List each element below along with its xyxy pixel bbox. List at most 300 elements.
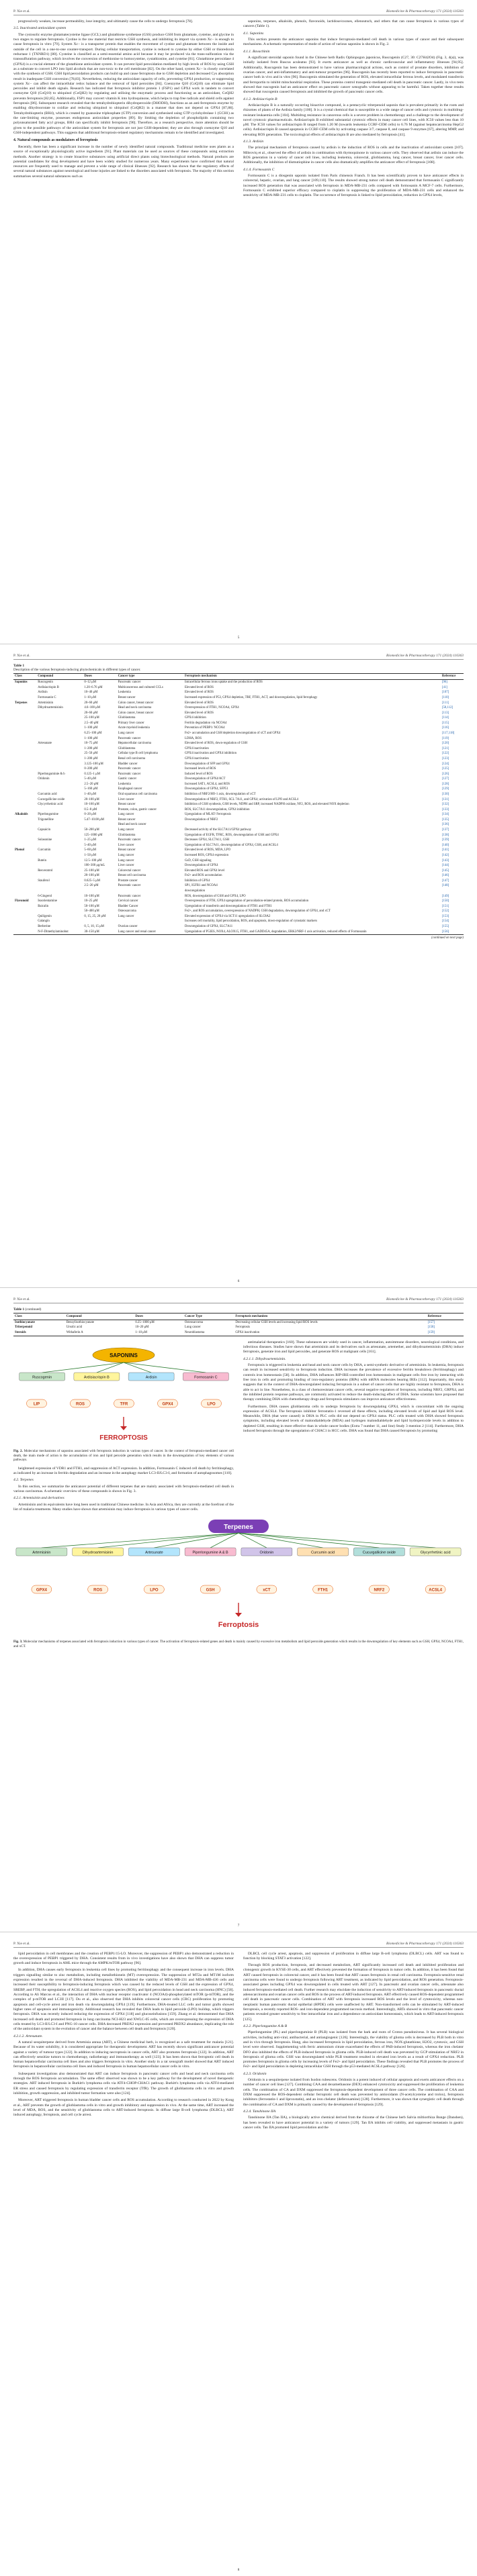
table-row xyxy=(13,833,464,838)
page1-right-column xyxy=(243,19,464,201)
table-cell: [155] xyxy=(441,925,449,929)
table-cell xyxy=(13,772,36,777)
table-cell xyxy=(13,920,36,925)
table-row xyxy=(13,843,464,848)
table-cell: [115] xyxy=(441,721,449,725)
table-row xyxy=(13,752,464,757)
table-cell xyxy=(36,752,83,757)
table-cell: Increased ROS, GPX4 expression xyxy=(184,853,228,857)
table-cell: Formosanin C xyxy=(38,696,56,700)
table-cell xyxy=(13,838,36,843)
table-row xyxy=(13,848,464,854)
section-heading: 4. Natural compounds as modulators of ferroptosis xyxy=(13,138,98,143)
table-row xyxy=(13,920,464,925)
table-cell: [147] xyxy=(441,879,449,883)
table-cell xyxy=(13,863,36,869)
table-cell xyxy=(36,884,83,889)
column-header: Ferroptosis mechanism xyxy=(234,1314,426,1320)
table-cell: 5–160 μM xyxy=(84,787,98,791)
table-cell xyxy=(13,705,36,711)
table-cell xyxy=(36,726,83,732)
table-cell: Trigonelline xyxy=(38,818,54,822)
table-cell xyxy=(13,782,36,787)
table-cell: Lung cancer xyxy=(118,828,134,832)
table-cell: 10–75 μM xyxy=(84,742,98,746)
page-1 xyxy=(0,0,477,644)
table-row xyxy=(13,818,464,823)
table-cell: 0.125–1 μM xyxy=(84,772,100,776)
branch-line xyxy=(238,1533,435,1548)
paragraph: A natural sesquiterpene derived from Artemisia annua (ART), a Chinese medicinal herb, is recognized as a safe treatment for malaria [121]. Because of its water solubility, it is considered appropriate for therapeutic development. ART has recently shown significant anticancer potential against a variety of tumour types [122]. In addition to inducing necroptosis in cancer cells, ART also promotes ferroptosis [122]. In addition, ART can effectively sensitize tumors to chemotherapy, radiotherapy and immunotherapy as well [123]. It has been shown that ferroptotic cell death in human hepatocellular carcinoma cell lines and also triggers ferroptosis in vitro. Another study in a rat xenograft model showed that ART induced ferroptosis in hepatocellular carcinoma cell lines and induced ferroptosis in human hepatocellular cancer cells in vitro. xyxy=(13,2040,234,2069)
table-cell: Leukemia xyxy=(118,782,131,786)
table-cell: [144] xyxy=(441,864,449,868)
table-cell: Phenol xyxy=(15,848,25,852)
table-row xyxy=(13,701,464,706)
table-cell xyxy=(13,756,36,762)
table-row xyxy=(13,741,464,746)
compound-label: Glycyrrhetinic acid xyxy=(420,1550,451,1555)
table-cell: Oridonin xyxy=(38,777,50,781)
table-cell: 20–60 μM xyxy=(84,701,98,705)
fig3-caption-label: Fig. 3. xyxy=(13,1640,23,1644)
page3-right-column xyxy=(243,1340,464,1515)
table-cell: Fe2+, and ROS accumulation, overexpression of NADPH, GSH degradation, downregulation of GPX4, and xCT xyxy=(184,909,331,913)
table-cell: Colorectal cancer xyxy=(118,869,141,873)
table-cell: Lung cancer xyxy=(118,732,134,736)
table-cell: Elevated level of ROS, down-regulation of GSH xyxy=(184,742,248,746)
table-cell xyxy=(13,685,36,691)
table-cell: GPX4 inhibition xyxy=(184,716,206,720)
table-cell: Head and neck cancer xyxy=(118,823,146,827)
paragraph: Formosanin C is a diosgenin saponin isolated from Paris chinensis Franch. It has been scientifically proven to have anticancer effects in colorectal, hepatic, ovarian, and lung cancer [109,110]. The results showed strong tumor cell death demonstrated that formosanin C significantly increased ROS generation that was associated with ferroptosis in MDA-MB-231 cells compared with formosanin A MCF-7 cells. Furthermore, Formosanin C exhibited superior efficacy compared to cisplatin in suppressing the proliferation of MDA-MB-231 cells and enhanced the sensitivity of MDA-MB-231 cells to cisplatin. The occurrence of ferroptosis is linked to lipid peroxidation, reduction in GPX4 levels, xyxy=(243,174,464,198)
compound-label: Artemisinin xyxy=(32,1550,51,1555)
table-row xyxy=(13,807,464,813)
table-cell xyxy=(13,833,36,838)
table-cell: Isoorientamine xyxy=(38,899,57,903)
table-cell: 5.47–10.08 μM xyxy=(84,818,104,822)
table-cell: [157] xyxy=(427,1320,435,1324)
table-cell: [138] xyxy=(441,833,449,837)
table-cell: Berberine xyxy=(38,925,51,929)
table-cell: 1–50 μM xyxy=(84,853,96,857)
table-row xyxy=(13,823,464,828)
table-row xyxy=(13,746,464,752)
table-row xyxy=(13,869,464,874)
table-cell xyxy=(36,711,83,716)
table-cell: 0.625–5 μM xyxy=(84,879,100,883)
table-cell xyxy=(13,762,36,767)
table-cell: Downregulation of GPX4 xyxy=(184,864,218,868)
table-cell: Increased levels of ROS xyxy=(184,767,216,771)
table-cell: 20–100 μM xyxy=(84,874,99,878)
table-cell: [146] xyxy=(441,874,449,878)
table-cell xyxy=(36,787,83,793)
table-cell: [132] xyxy=(441,803,449,807)
table-row xyxy=(13,1326,464,1331)
page4-left-column xyxy=(13,1952,234,2133)
compound-label: Ardisin xyxy=(145,1375,157,1380)
table-cell: ROS, SLC7A11 downregulation, GPX4 inhibition xyxy=(184,807,250,811)
table-cell: [148] xyxy=(441,884,449,888)
table-cell: Liver cancer xyxy=(118,864,134,868)
column-header: Doses xyxy=(134,1314,183,1320)
page-number: 5 xyxy=(237,635,240,640)
ferroptosis-table xyxy=(13,673,464,936)
paragraph: Ardisiacrispin B is a naturally occurring bioactive compound, is a pentacyclic triterpenoid saponin that is prevalent primarily in the roots and rhizomes of plants of the Ardisia family [100]. It is a crystal chemical that is susceptible to a wide range of cancer cells and cytotoxic in multidrug-resistant leukaemia cells [104]. Multidrug resistance in cancerous cells is a severe problem in chemotherapy and a challenge to the development of novel cytotoxic pharmaceuticals. Ardisiacrispin B exhibited substantial cytotoxic effects in many cancer cell lines, with IC50 values less than 10 μM. The IC50 values for ardisiacrispin B ranged from 1.20 M (towards leukemia CCRF-CEM cells) to 6.76 M (against hepatocarcinoma HepG2 cells). Ardisiacrispin B caused apoptosis in CCRF-CEM cells by activating caspase 3/7, caspase 8, and caspase 9 enzymes [67], altering MMP, and elevating ROS generation. The toxicological effects of ardisiacrispin B are also mediated by ferroptosis [41]. xyxy=(243,103,464,137)
table-cell: downregulation xyxy=(184,889,206,893)
ferroptosis-table-continued xyxy=(13,1313,464,1336)
table-cell: Glioblastoma xyxy=(118,833,136,837)
column-header: Cancer Type xyxy=(183,1314,234,1320)
table-cell: 6.25–100 μM xyxy=(84,732,102,736)
table-cell: [111] xyxy=(441,701,449,705)
table-cell xyxy=(36,766,83,772)
section-heading: 4.2.2. Piperlongumine A & B xyxy=(243,2024,288,2028)
table-cell: 12.5–100 μM xyxy=(84,858,102,862)
table-cell: Piperlongumine xyxy=(38,813,58,817)
table-cell: Ursolic acid xyxy=(66,1326,83,1330)
table-cell: [131] xyxy=(441,797,449,801)
table-cell: 25–100 μM xyxy=(84,716,99,720)
column-header: Reference xyxy=(441,673,464,680)
table-row xyxy=(13,873,464,879)
table-row xyxy=(13,879,464,884)
table-cell: [143] xyxy=(441,858,449,862)
table-cell xyxy=(13,884,36,889)
table-cell: Glycyrrhetinic acid xyxy=(38,803,63,807)
table-cell: 50–100 μM xyxy=(84,904,99,908)
table-cell: [114] xyxy=(441,716,449,720)
column-header: Reference xyxy=(427,1314,464,1320)
table-cell: Downregulation of NRF2 xyxy=(184,818,218,822)
fig2-result: FERROPTOSIS xyxy=(99,1434,148,1442)
table-cell xyxy=(13,741,36,746)
table-cell: Isothiocyanate xyxy=(15,1320,35,1324)
table-cell: [127] xyxy=(441,777,449,781)
table-cell xyxy=(117,920,183,925)
table-cell: 10–40 μM xyxy=(84,691,98,695)
table-cell xyxy=(13,736,36,742)
table-cell: [119] xyxy=(441,736,449,740)
paragraph: Oridonin is a sesquiterpene isolated from Isodon rubescens. Oridonin is a potent induced of cellular apoptosis and exerts anticancer effects on a number of cancer cell lines [127]. Combining CAA and dexamethasone (DEX) enhanced cytotoxicity and suppressed the proliferation of leukemia cells. The combination of CA and DXM suppressed the ferroptosis-dependent development of three cancer cells. The combination of CAA and DXM suppressed the ROS-dependent cellular ferroptotic cell death was prevented by antioxidants (N-acetylcysteine and trolox), ferroptosis inhibitors (ferrostatin-1 and liproxstatin), and an iron chelator (deferoxamine) [128]. Furthermore, it was shown that synergistic cell death through the combination of CA and DXM is primarily caused by the development of ferroptosis [129]. xyxy=(243,2078,464,2107)
figure-3-caption xyxy=(13,1640,464,1648)
table-cell: GPX4 inactivation xyxy=(234,1330,426,1336)
table-cell: Induced level of ROS xyxy=(184,772,213,776)
table-cell: Glioblastoma xyxy=(118,746,136,750)
table-cell: 10–20 μM xyxy=(135,1326,149,1330)
table-cell: 0, 15, 25, 20 μM xyxy=(84,914,106,918)
table-cell xyxy=(36,863,83,869)
table-cell: Decreases GPX4, SLC7A11, GSH xyxy=(184,838,230,842)
column-header: Cancer type xyxy=(117,673,183,680)
table-cell: Intracellular ferrous irons uptake and the production of ROS xyxy=(184,681,263,685)
table-cell xyxy=(36,823,83,828)
section-heading: 3.5. Inactivated antioxidant system xyxy=(13,26,67,31)
table-cell: 1–200 μM xyxy=(84,746,98,750)
page-header xyxy=(13,9,464,15)
table-cell: [110] xyxy=(441,696,449,700)
table-cell xyxy=(36,909,83,915)
table-cell: 2.5–20 μM xyxy=(84,884,99,888)
result-arrowhead xyxy=(235,1613,242,1617)
table-cell: Osteosarcoma xyxy=(184,1320,204,1324)
table-title xyxy=(13,1307,464,1311)
table-cell xyxy=(83,920,116,925)
table-cell: Lung cancer xyxy=(118,853,134,857)
table-cell: Elevated ROS and GPX4 level xyxy=(184,869,225,873)
table-cell: 6-Gingerol xyxy=(38,894,52,898)
table-cell: Multicancerous and cultured CCLs xyxy=(118,685,163,689)
table-cell: Upregulation of transferrin and downregulation of FTH1 and FTH1 xyxy=(184,904,272,908)
table-cell: [135] xyxy=(441,818,449,822)
table-cell xyxy=(13,792,36,797)
table-cell: 0–20 μM xyxy=(84,813,96,817)
table-cell: Breast cancer xyxy=(118,848,136,852)
paragraph: Recently, there has been a significant increase in the number of newly identified natural compounds. Traditional medicine uses plants as a source of exceptionally physiologically active ingredients [91]. Plant materials can be used as sources of these compounds using extraction methods. Another strategy is to create bioactive substances using artificial direct plants using biotechnological methods. Natural products are potential candidates for drug development and have been widely studied for numerous years. Many experiments have confirmed that natural resources are frequently used to manage and prevent a wide range of clinical illnesses [92]. Research has shown that the regulatory effects of several natural substances against neurological and bone injuries are linked to the disorders associated with ferroptosis. The majority of this section summarises several natural substances such as xyxy=(13,144,234,179)
table-cell: 20–100 μM xyxy=(84,797,99,801)
table-cell: Upregulation of SLC7A11, downregulation of GPX4, GSH, and ACSL4 xyxy=(184,843,278,847)
table-cell: Renal cell carcinoma xyxy=(118,756,146,760)
table-cell xyxy=(13,930,36,935)
table-row xyxy=(13,695,464,701)
table-cell: Pancreatic cancer xyxy=(118,838,141,842)
table-row xyxy=(13,726,464,732)
page-header xyxy=(13,1297,464,1303)
table-cell: Hepatocellular carcinoma xyxy=(118,742,151,746)
table-cell: 50–200 μM xyxy=(84,828,99,832)
column-header: Compound xyxy=(65,1314,134,1320)
paragraph: Ferroptosis is triggered in leukemia and head and neck cancer cells by DHA, a semi-synthetic derivative of artemisinin. In leukemia, ferroptosis can result in increased sensitivity to ferroptosis induction. DHA increases the prevalence of excessive ferritin breakdown (ferritinophagy) and controls iron homeostasis [58]. In addition, DHA influences RIP-IRE-controlled iron homeostasis in malignant cells free iron by interacting with free iron in cells and promoting binding of iron-regulatory proteins (IRPs) with mRNA molecules bearing IREs [112]. Importantly, this study suggests that in the context of DHA-downregulated inducing ferroptosis in a subset of cancer cells that are highly resistant to ferroptosis, DHA is able to act in line. Nonetheless, in a class of chemoresistant cancer cells, several negative regulators of ferroptosis, including NRF2, GRPX4, and the inhibited protein response pathways, are commonly activated to reduce the death-inducing effect of DHA. Some scientists have proposed that therapy combining DHA with chemotherapy drugs and ferroptosis stimulators can improve anticancer effectiveness. xyxy=(243,1363,464,1402)
table-row xyxy=(13,828,464,833)
table-cell: Ardisin xyxy=(38,691,48,695)
table-cell xyxy=(13,746,36,752)
table-cell: Downregulation of SFP and GPX4 xyxy=(184,762,230,766)
table-cell: 1–100 μM xyxy=(84,736,98,740)
table-cell: [125] xyxy=(441,767,449,771)
page-number: 8 xyxy=(237,2568,240,2572)
table-cell: Pancreatic cancer xyxy=(118,681,141,685)
header-author: P. Xie et al. xyxy=(13,1297,30,1301)
table-cell xyxy=(83,823,116,828)
marker-label: ROS xyxy=(75,1402,85,1407)
paragraph: Tanshinone IIA (Tan IIA), a biologically active chemical derived from the rhizome of the Chinese herb Salvia miltiorrhiza Bunge (Danshen), has been revealed to have anticancer potential in a variety of tumors [129]. Tan IIA inhibits cell viability, and suppressed metastasis in gastric cancer cells. Tan IIA promoted lipid peroxidation and the xyxy=(243,2116,464,2130)
table-cell: Inhibition of NRF2/HO-1 axis, downregulation of xCT xyxy=(184,793,256,796)
table-cell: Bladder cancer xyxy=(118,762,138,766)
table-cell: Increases cell mortality, lipid peroxidation, ROS, and apoptosis, down-regulation of cytostatic markers xyxy=(184,920,317,924)
section-heading: 4.2.4. Tanshinone IIA xyxy=(243,2110,276,2114)
table-cell xyxy=(13,823,36,828)
table-row xyxy=(13,721,464,726)
paragraph: Piperlongumine (PL) and piperlonguminie B (PLB) was isolated from the bark and roots of Croton pseudoniveus. It has several biological activities, including anti-viral, antibacterial, and antiangiogenic [126]. Interestingly, the viability of glioma cells is decreased by PLB both in vitro and in vivo through ferroptosis. Hung, also increased ferroptosis in lipid peroxidation, ferrous iron, NOX-glutathione, H2O2, cytotoxic, and GSH level were observed. Supplementing with ferric ammonium citrate exacerbated the effects of PAB-induced ferroptosis, whereas the iron chelator DFO also inhibited the effects of PLB-induced ferroptosis in glioma cells. PLB-induced cell death was prevented by GCP stimulation of NRF2 in ferroptosis of glioma cells. GSH was downregulated while PLB treatment resulted in elevated iron levels as a result of GPX4 reduction. PLB promotes ferroptosis in glioma cells by increasing levels of Fe2+ and lipid peroxidation. These findings revealed that PLB promotes the process of Fe2+ and lipid peroxidation in depleting intracellular GSH through the p53-mediated ACSL4 pathway [126]. xyxy=(243,2030,464,2069)
table-cell: Butein xyxy=(38,858,46,862)
table-cell: Elevated level of ROS, MDA, LPO xyxy=(184,848,231,852)
table-cell: [120] xyxy=(441,742,449,746)
table-cell: [123] xyxy=(441,756,449,760)
table-row xyxy=(13,1320,464,1325)
table-cell: [142] xyxy=(441,853,449,857)
table-cell: Lung cancer xyxy=(118,813,134,817)
table-cell: Downregulation of GPX4, SFP51 xyxy=(184,787,228,791)
table-row xyxy=(13,711,464,716)
table-cell xyxy=(117,889,183,894)
table-cell xyxy=(13,766,36,772)
table-cell: 2.5–20 μM xyxy=(84,782,99,786)
fig2-caption-label: Fig. 2. xyxy=(13,1449,23,1454)
table-cell: Breast cancer xyxy=(118,696,136,700)
table-cell: Pancreatic cancer xyxy=(118,736,141,740)
saponins-diagram xyxy=(15,1344,233,1445)
table-cell xyxy=(13,807,36,813)
table-cell xyxy=(36,721,83,726)
page-2 xyxy=(0,644,477,1289)
table-cell: Prevention of PEBP1/ NCOA4 xyxy=(184,726,225,730)
table-cell xyxy=(183,823,441,828)
marker-label: TFR xyxy=(120,1402,128,1407)
compound-label: Ruscogenin xyxy=(32,1375,52,1380)
table-cell: [156] xyxy=(441,930,464,935)
table-cell: Triterpenoid xyxy=(15,1326,33,1330)
table-cell: 1–100 μM xyxy=(84,726,98,730)
paragraph: Artemisinin and its equivalents have long been used in traditional Chinese medicine. In Asia and Africa, they are currently at the forefront of the list of malaria treatments. Many studies have shown that artemisinin may induce ferroptosis in various types of cancer cells. xyxy=(13,1502,234,1512)
column-header: Ferroptosis mechanism xyxy=(183,673,441,680)
table-row xyxy=(13,680,464,685)
table-row xyxy=(13,691,464,696)
marker-label: LIP xyxy=(33,1402,40,1407)
table-cell: Flavonoid xyxy=(15,899,29,903)
table-cell xyxy=(13,843,36,848)
compound-label: Ardisiacrispin B xyxy=(83,1375,110,1380)
table-cell: Pancreatic cancer xyxy=(118,884,141,888)
column-header: Class xyxy=(13,1314,65,1320)
paragraph: The principal mechanism of ferroptosis caused by ardisin is the induction of ROS in cells and the inactivation of antioxidant system [107]. Mibroviq et al., observed the effect of ardisin in combination with thymoquinone in various cancer cells. They observed that ardisin can induce the ROS generation in a variety of cancer cell lines, including leukemia, colorectal, glioblastoma, lung cancer, breast cancer, liver cancer cells. Additionally, the inhibition of dismutiophine in cancer cells also dramatically amplifies the anticancer effect of ferroptosis [108]. xyxy=(243,146,464,165)
table-cell: [139] xyxy=(441,838,449,842)
table-row xyxy=(13,813,464,818)
table-cell: [41] xyxy=(441,685,447,689)
table-cell: [117,118] xyxy=(441,732,455,736)
table-cell: Alkaloids xyxy=(15,813,28,817)
marker-label: GSH xyxy=(206,1588,215,1593)
table-row xyxy=(13,863,464,869)
page-4 xyxy=(0,1932,477,2576)
table-row xyxy=(13,802,464,807)
table-cell: 100–300 μg/mL xyxy=(84,864,105,868)
section-heading: 4.1.1. Bavachinin xyxy=(243,49,270,54)
fig3-result: Ferroptosis xyxy=(218,1621,259,1630)
column-header: Class xyxy=(13,673,36,680)
table-cell xyxy=(13,726,36,732)
table-cell: [107] xyxy=(441,691,449,695)
table-cell: Breast cancer xyxy=(118,818,136,822)
table-cell: Prostate, colon, gastric cancer xyxy=(118,807,157,811)
page-number: 6 xyxy=(237,1279,240,1283)
continued-note: (continued on next page) xyxy=(431,936,464,940)
table-cell xyxy=(36,762,83,767)
table-cell xyxy=(36,843,83,848)
table-cell: 50–400 μM xyxy=(84,909,99,913)
table-cell: [121] xyxy=(441,746,449,750)
table-row xyxy=(13,924,464,930)
table-row xyxy=(13,792,464,797)
table-cell: Ovarian cancer xyxy=(118,925,138,929)
table-cell xyxy=(13,721,36,726)
table-cell: Head and neck carcinoma xyxy=(118,706,152,710)
table-row xyxy=(13,1330,464,1336)
table-row xyxy=(13,884,464,889)
table-cell xyxy=(13,894,36,899)
table-cell: GPX4 inactivation xyxy=(184,756,209,760)
table-cell xyxy=(13,873,36,879)
table-cell: Artemisinin xyxy=(38,701,54,705)
header-author: P. Xie et al. xyxy=(13,1941,30,1946)
table-cell: Inhibition of GSH synthesis, GSH levels, NDPH and SRP, increased NADPH oxidase, NF2, ROS, and elevated NOX depletion xyxy=(184,803,349,807)
table-row xyxy=(13,914,464,920)
table-cell: [58,112] xyxy=(441,706,453,710)
table-cell: Decreased activity of the SLC7A11/GPX4 pathway xyxy=(184,828,252,832)
table-cell: 1–40 μM xyxy=(84,793,96,796)
table-cell xyxy=(36,807,83,813)
table-cell: [126] xyxy=(441,772,449,776)
table-cell: [116] xyxy=(441,726,449,730)
table-cell: Resveratrol xyxy=(38,869,53,873)
table-cell: [133] xyxy=(441,807,449,811)
table-label: Table 1 xyxy=(13,663,25,668)
table-cell xyxy=(13,691,36,696)
page-number: 7 xyxy=(237,1923,240,1928)
table-cell xyxy=(13,818,36,823)
table-cell: Cucurgallicine oxide xyxy=(38,797,65,801)
compound-label: Piperlongumine A & B xyxy=(192,1550,228,1555)
table-cell: [129] xyxy=(441,787,449,791)
table-cell: Terpenes xyxy=(15,701,28,705)
branch-line xyxy=(124,1363,206,1373)
table-cell: Bladder Cancer xyxy=(118,904,138,908)
table-cell: Upregulation of P53ES, NOX4, ALOX15, FTH1, and GADD45A, degradation, ERK2/NRF-1 axis activation, reduced effects of Formosanin xyxy=(183,930,441,935)
table-row xyxy=(13,772,464,777)
table-cell: 0–200 μM xyxy=(84,767,98,771)
table-cell: Liver cancer xyxy=(118,843,134,847)
paragraph: DLBCL cell cycle arrest, apoptosis, and suppression of proliferation in diffuse large B-cell lymphoma (DLBCL) cells. ART was found to function by blocking STAT3 activation [122]. xyxy=(243,1951,464,1961)
table-cell: [137] xyxy=(441,828,449,832)
table-row xyxy=(13,705,464,711)
table-cell xyxy=(36,716,83,722)
header-journal: Biomedicine & Pharmacotherapy 171 (2024) 116363 xyxy=(386,1941,464,1946)
table-cell: [113] xyxy=(441,711,449,715)
result-arrowhead xyxy=(120,1426,127,1430)
table-cell: Elevated level of ROS xyxy=(184,711,214,715)
table-cell: [150] xyxy=(441,899,449,903)
table-cell xyxy=(13,909,36,915)
table-cell: Curcumin acid xyxy=(38,793,57,796)
table-cell: 1–25 μM xyxy=(84,838,96,842)
table-cell: Ferroptosis xyxy=(235,1326,250,1330)
table-cell: Liver cancer xyxy=(118,797,134,801)
figure-3 xyxy=(13,1517,464,1648)
table-cell: Osteosarcoma xyxy=(118,909,136,913)
table-cell: Baicalin xyxy=(38,904,49,908)
table-row xyxy=(13,766,464,772)
table-row xyxy=(13,777,464,782)
table-cell: Elevated expression of GPX4 via SCT11 upregulation of SLC8A2 xyxy=(184,914,271,918)
page1-left-column xyxy=(13,19,234,201)
table-cell: Cervical cancer xyxy=(118,899,138,903)
branch-line xyxy=(42,1533,238,1548)
table-title xyxy=(13,664,464,672)
marker-label: LPO xyxy=(150,1588,159,1593)
table-cell: Increased expression of P53, GPX4 depletion, TRF, FTH1, ACT, and downregulation, lipid ferrophagy xyxy=(184,696,318,700)
table-cell: ROS, downregulation of GSH and GPX4, LPO xyxy=(184,894,246,898)
compound-label: Dihydroartemisinin xyxy=(82,1550,114,1555)
table-cell: 20–60 μM xyxy=(84,711,98,715)
